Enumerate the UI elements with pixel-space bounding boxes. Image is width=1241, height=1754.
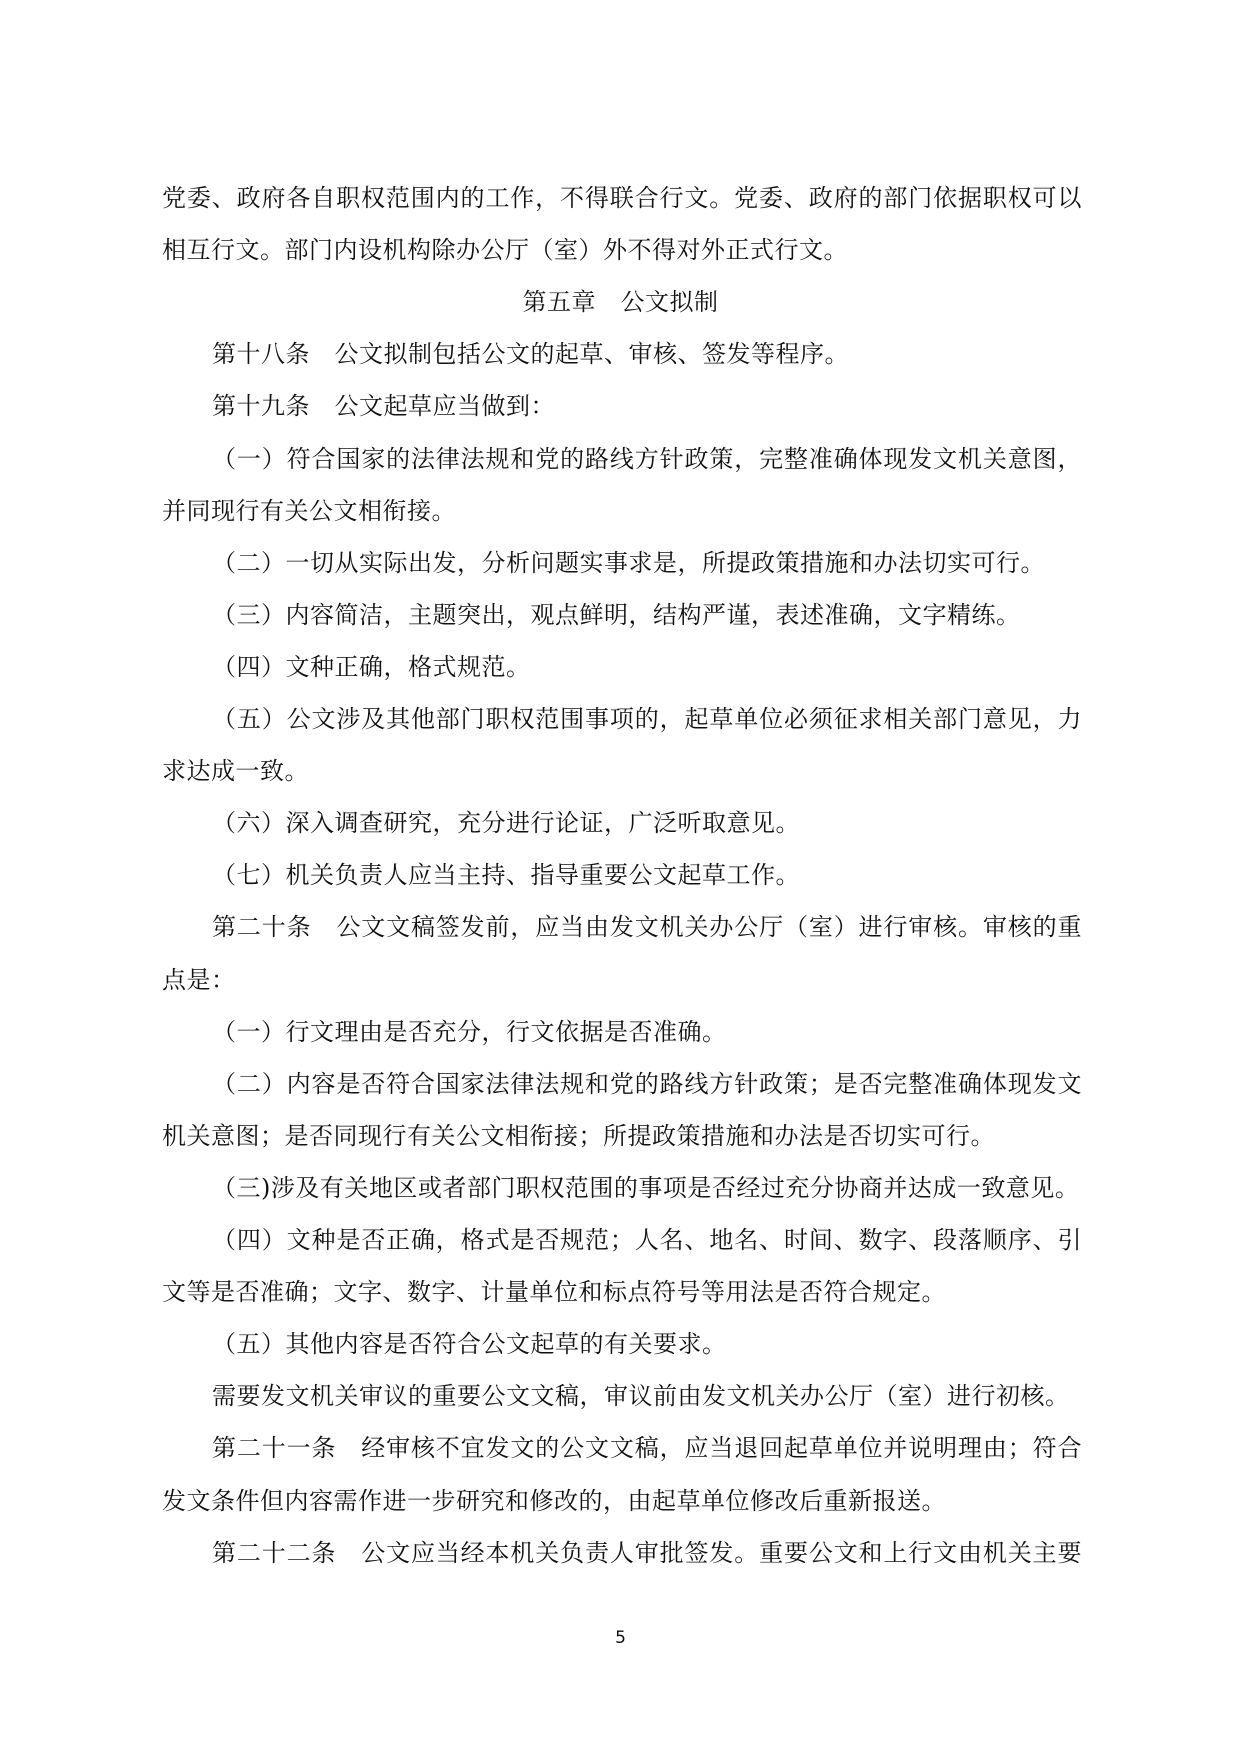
- paragraph-continuation-line: 点是：: [162, 965, 236, 994]
- paragraph-line: 第十八条 公文拟制包括公文的起草、审核、签发等程序。: [212, 340, 849, 369]
- paragraph-line: 第十九条 公文起草应当做到：: [212, 392, 555, 421]
- chapter-heading: 第五章 公文拟制: [522, 288, 719, 317]
- paragraph-line: （二）一切从实际出发，分析问题实事求是，所提政策措施和办法切实可行。: [212, 548, 1045, 577]
- paragraph-continuation-line: 并同现行有关公文相衔接。: [162, 496, 456, 525]
- page-number: 5: [615, 1628, 626, 1648]
- paragraph-line: （五）其他内容是否符合公文起草的有关要求。: [212, 1330, 727, 1359]
- paragraph-continuation-line: 党委、政府各自职权范围内的工作，不得联合行文。党委、政府的部门依据职权可以: [162, 184, 1082, 212]
- paragraph-first-line: （五）公文涉及其他部门职权范围事项的，起草单位必须征求相关部门意见，力: [212, 705, 1082, 733]
- paragraph-continuation-line: 机关意图；是否同现行有关公文相衔接；所提政策措施和办法是否切实可行。: [162, 1121, 995, 1150]
- paragraph-line: （三）内容简洁，主题突出，观点鲜明，结构严谨，表述准确，文字精练。: [212, 600, 1021, 629]
- paragraph-line: （四）文种正确，格式规范。: [212, 652, 531, 681]
- paragraph-line: 需要发文机关审议的重要公文文稿，审议前由发文机关办公厅（室）进行初核。: [212, 1382, 1070, 1411]
- paragraph-first-line: 第二十一条 经审核不宜发文的公文文稿，应当退回起草单位并说明理由；符合: [212, 1434, 1082, 1463]
- paragraph-continuation-line: 相互行文。部门内设机构除办公厅（室）外不得对外正式行文。: [162, 236, 848, 265]
- paragraph-first-line: （一）符合国家的法律法规和党的路线方针政策，完整准确体现发文机关意图，: [212, 444, 1082, 473]
- paragraph-continuation-line: 求达成一致。: [162, 757, 309, 786]
- paragraph-line: （六）深入调查研究，充分进行论证，广泛听取意见。: [212, 809, 800, 838]
- paragraph-first-line: （二）内容是否符合国家法律法规和党的路线方针政策；是否完整准确体现发文: [212, 1069, 1082, 1098]
- paragraph-line: （三)涉及有关地区或者部门职权范围的事项是否经过充分协商并达成一致意见。: [212, 1173, 1080, 1202]
- paragraph-continuation-line: 文等是否准确；文字、数字、计量单位和标点符号等用法是否符合规定。: [162, 1278, 946, 1307]
- paragraph-line: （七）机关负责人应当主持、指导重要公文起草工作。: [212, 861, 800, 890]
- paragraph-continuation-line: 发文条件但内容需作进一步研究和修改的，由起草单位修改后重新报送。: [162, 1486, 946, 1515]
- paragraph-line: （一）行文理由是否充分，行文依据是否准确。: [212, 1017, 727, 1046]
- paragraph-first-line: （四）文种是否正确，格式是否规范；人名、地名、时间、数字、段落顺序、引: [212, 1226, 1082, 1254]
- paragraph-first-line: 第二十二条 公文应当经本机关负责人审批签发。重要公文和上行文由机关主要: [212, 1538, 1082, 1567]
- paragraph-first-line: 第二十条 公文文稿签发前，应当由发文机关办公厅（室）进行审核。审核的重: [212, 913, 1082, 942]
